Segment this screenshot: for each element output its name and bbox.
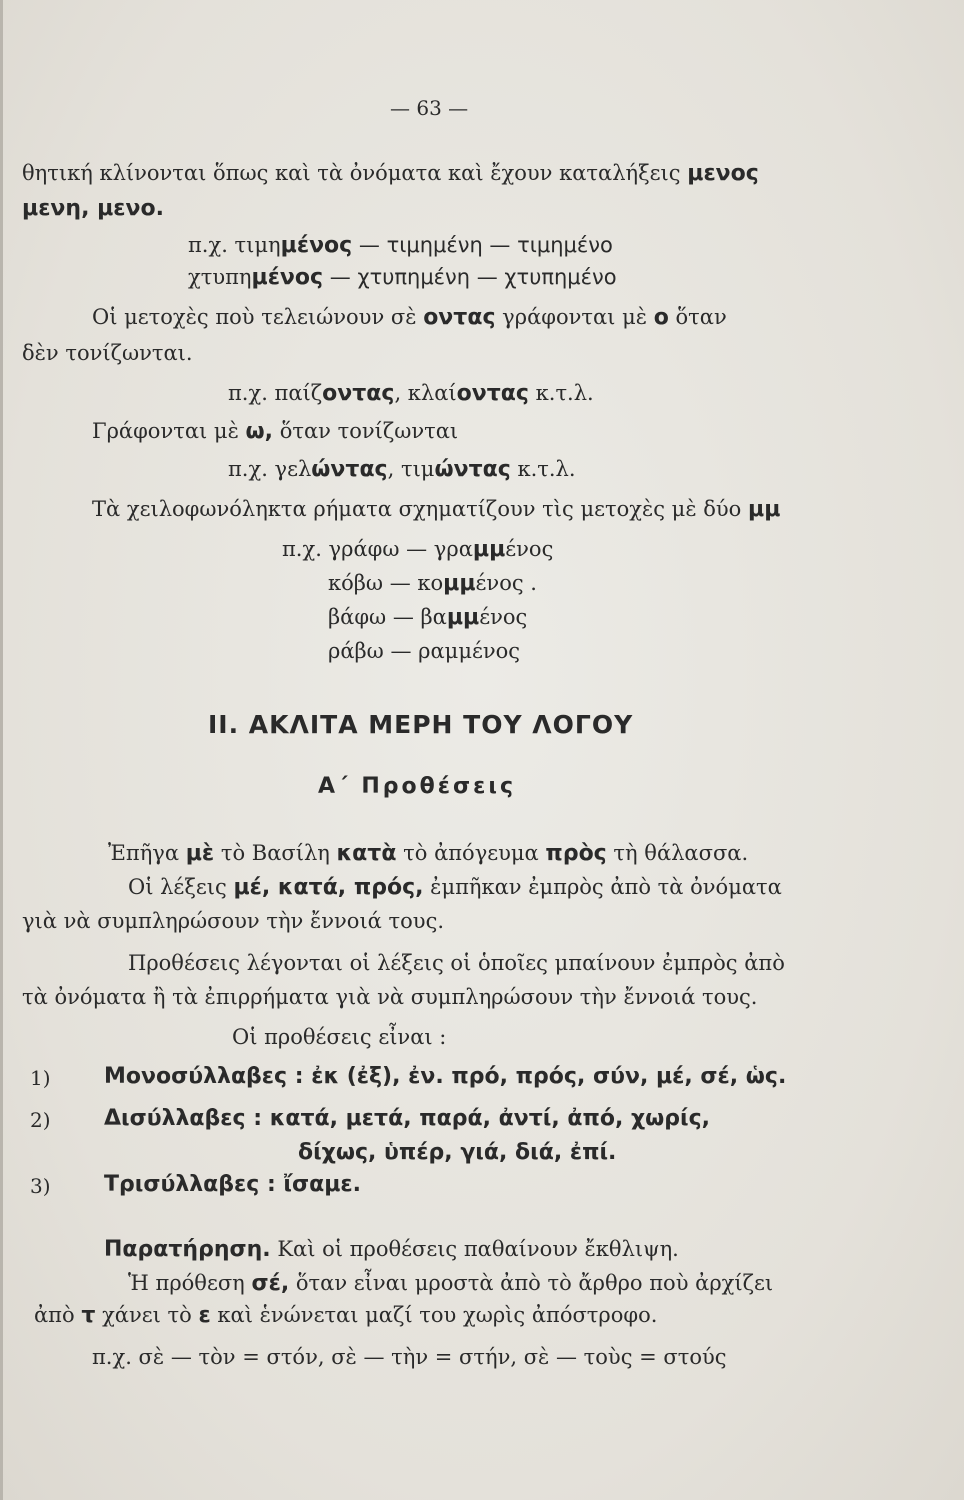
example-line-8: ράβω — ραμμένος [328, 639, 521, 663]
para-line-2: Οἱ λέξεις μέ, κατά, πρός, ἐμπῆκαν ἐμπρὸς ἀπὸ τὰ ὀνόματα [128, 875, 782, 900]
text-line-5: Οἱ μετοχὲς ποὺ τελειώνουν σὲ οντας γράφονται μὲ ο ὅταν [92, 305, 727, 330]
list-number-2: 2) [30, 1108, 51, 1132]
section-title: II. ΑΚΛΙΤΑ ΜΕΡΗ ΤΟΥ ΛΟΓΟΥ [208, 710, 634, 739]
text-line-6: δὲν τονίζωνται. [22, 341, 193, 365]
list-item-3: Τρισύλλαβες : ἴσαμε. [104, 1172, 362, 1197]
note-line-1: Παρατήρηση. Καὶ οἱ προθέσεις παθαίνουν ἔκθλιψη. [104, 1237, 679, 1262]
example-line-1: π.χ. τιμημένος — τιμημένη — τιμημένο [188, 233, 613, 258]
example-line-3: π.χ. παίζοντας, κλαίοντας κ.τ.λ. [228, 381, 594, 406]
page-number: — 63 — [390, 96, 469, 120]
list-number-1: 1) [30, 1066, 51, 1090]
list-item-2: Δισύλλαβες : κατά, μετά, παρά, ἀντί, ἀπό, χωρίς, [104, 1106, 711, 1131]
para-line-5: τὰ ὀνόματα ἢ τὰ ἐπιρρήματα γιὰ νὰ συμπληρώσουν τὴν ἔννοιά τους. [22, 985, 758, 1009]
example-line-7: βάφω — βαμμένος [328, 605, 528, 630]
emphasis-ending: μενος [687, 161, 759, 186]
text-line-1: θητική κλίνονται ὅπως καὶ τὰ ὀνόματα καὶ ἔχουν καταλήξεις μενος [22, 161, 759, 186]
para-line-6: Οἱ προθέσεις εἶναι : [232, 1025, 447, 1049]
text-line-2: μενη, μενο. [22, 196, 164, 221]
text-line-8: Γράφονται μὲ ω, ὅταν τονίζωνται [92, 419, 459, 444]
list-number-3: 3) [30, 1174, 51, 1198]
para-line-1: Ἐπῆγα μὲ τὸ Βασίλη κατὰ τὸ ἀπόγευμα πρὸς τὴ θάλασσα. [108, 841, 749, 866]
subsection-title: Α΄ Προθέσεις [318, 774, 517, 799]
text-line-10: Τὰ χειλοφωνόληκτα ρήματα σχηματίζουν τὶς μετοχὲς μὲ δύο μμ [92, 497, 781, 522]
example-line-5: π.χ. γράφω — γραμμένος [282, 537, 554, 562]
note-line-2: Ἡ πρόθεση σέ, ὅταν εἶναι μροστὰ ἀπὸ τὸ ἄρθρο ποὺ ἀρχίζει [128, 1271, 774, 1296]
example-line-4: π.χ. γελώντας, τιμώντας κ.τ.λ. [228, 457, 576, 482]
list-item-1: Μονοσύλλαβες : ἐκ (ἐξ), ἐν. πρό, πρός, σύν, μέ, σέ, ὡς. [104, 1064, 787, 1089]
list-item-2-cont: δίχως, ὑπέρ, γιά, διά, ἐπί. [298, 1140, 617, 1165]
example-line-6: κόβω — κομμένος . [328, 571, 537, 596]
page-edge [0, 0, 3, 1500]
example-line-2: χτυπημένος — χτυπημένη — χτυπημένο [188, 265, 617, 290]
para-line-3: γιὰ νὰ συμπληρώσουν τὴν ἔννοιά τους. [22, 909, 444, 933]
para-line-4: Προθέσεις λέγονται οἱ λέξεις οἱ ὁποῖες μπαίνουν ἐμπρὸς ἀπὸ [128, 951, 785, 975]
note-line-4: π.χ. σὲ — τὸν = στόν, σὲ — τὴν = στήν, σὲ — τοὺς = στούς [92, 1345, 727, 1369]
note-line-3: ἀπὸ τ χάνει τὸ ε καὶ ἑνώνεται μαζί του χωρὶς ἀπόστροφο. [34, 1303, 658, 1328]
